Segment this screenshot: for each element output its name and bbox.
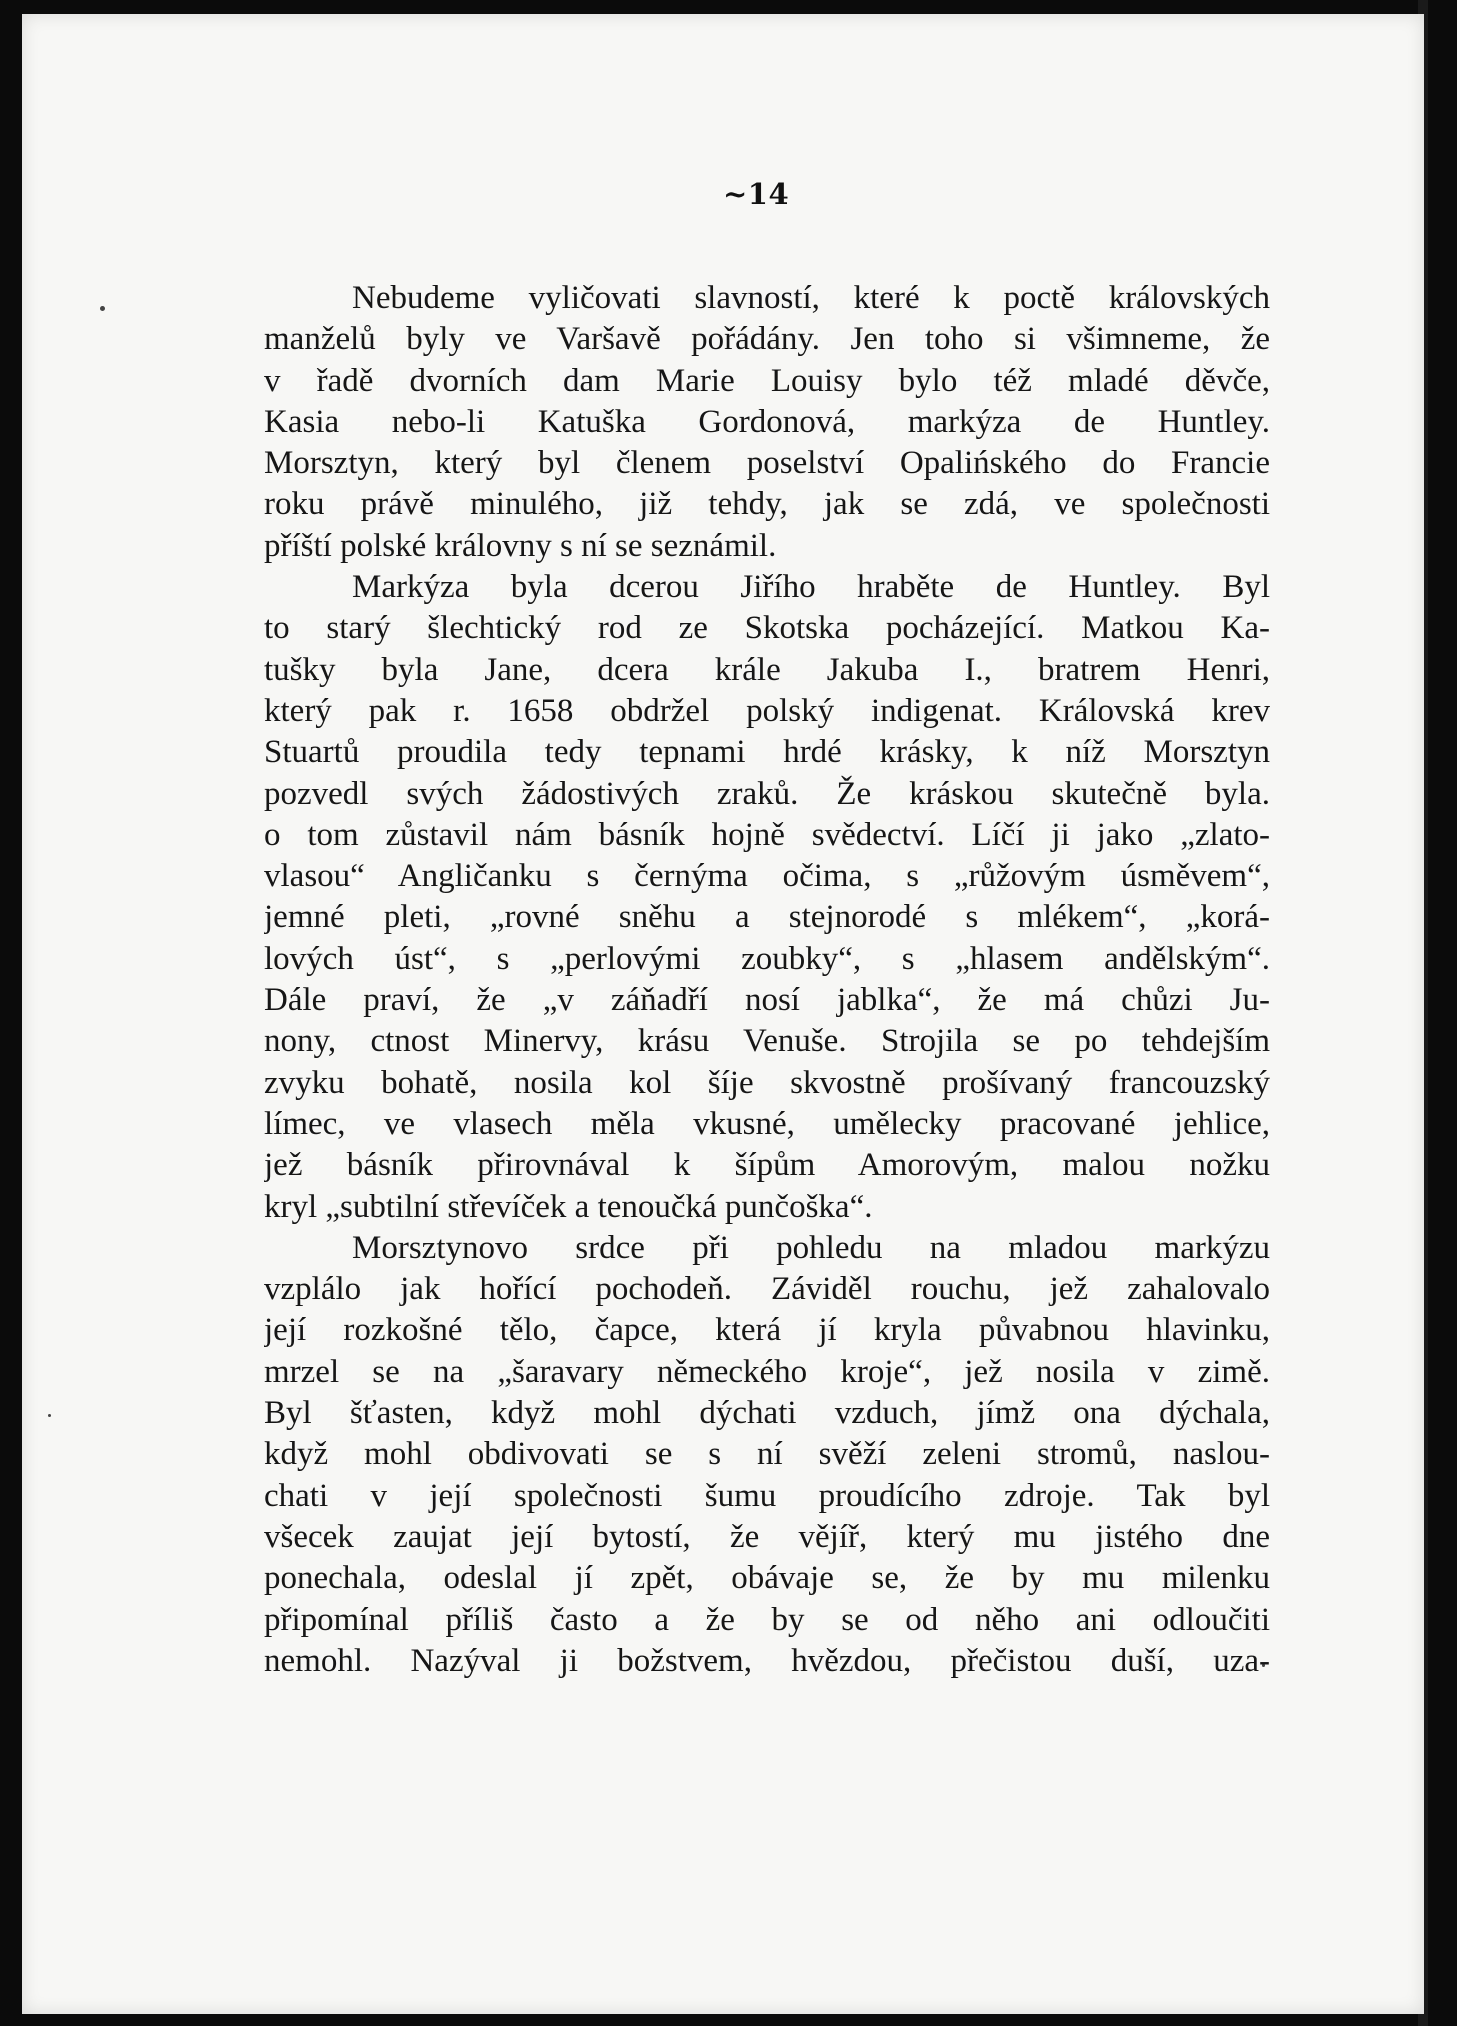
text-line: roku právě minulého, již tehdy, jak se zdá, ve společnosti <box>264 486 1270 523</box>
text-line: manželů byly ve Varšavě pořádány. Jen toho si všimneme, že <box>264 321 1270 358</box>
text-line: příští polské královny s ní se seznámil. <box>264 527 777 564</box>
text-line: nony, ctnost Minervy, krásu Venuše. Strojila se po tehdejším <box>264 1023 1270 1060</box>
paper-speck <box>100 306 105 311</box>
text-line: tušky byla Jane, dcera krále Jakuba I., bratrem Henri, <box>264 651 1270 688</box>
text-line: Morsztynovo srdce při pohledu na mladou markýzu <box>352 1229 1270 1266</box>
page-number: ~14 <box>723 177 790 211</box>
text-line: Byl šťasten, když mohl dýchati vzduch, jímž ona dýchala, <box>264 1395 1270 1432</box>
text-line: nemohl. Nazýval ji božstvem, hvězdou, přečistou duší, uza- <box>264 1642 1270 1679</box>
text-line: lových úst“, s „perlovými zoubky“, s „hlasem andělským“. <box>264 940 1270 977</box>
text-line: její rozkošné tělo, čapce, která jí kryla půvabnou hlavinku, <box>264 1312 1270 1349</box>
text-line: ponechala, odeslal jí zpět, obávaje se, že by mu milenku <box>264 1560 1270 1597</box>
text-line: všecek zaujat její bytostí, že vějíř, který mu jistého dne <box>264 1518 1270 1555</box>
text-line: chati v její společnosti šumu proudícího zdroje. Tak byl <box>264 1477 1270 1514</box>
text-line: který pak r. 1658 obdržel polský indigenat. Královská krev <box>264 692 1270 729</box>
text-line: pozvedl svých žádostivých zraků. Že kráskou skutečně byla. <box>264 775 1270 812</box>
text-line: jemné pleti, „rovné sněhu a stejnorodé s mlékem“, „korá- <box>264 899 1270 936</box>
text-line: Kasia nebo-li Katuška Gordonová, markýza de Huntley. <box>264 403 1270 440</box>
text-line: Markýza byla dcerou Jiřího hraběte de Huntley. Byl <box>352 569 1270 606</box>
text-line: Dále praví, že „v záňadří nosí jablka“, že má chůzi Ju- <box>264 982 1270 1019</box>
text-line: když mohl obdivovati se s ní svěží zeleni stromů, naslou- <box>264 1436 1270 1473</box>
text-line: to starý šlechtický rod ze Skotska pocházející. Matkou Ka- <box>264 610 1270 647</box>
text-line: v řadě dvorních dam Marie Louisy bylo též mladé děvče, <box>264 362 1270 399</box>
text-line: mrzel se na „šaravary německého kroje“, jež nosila v zimě. <box>264 1353 1270 1390</box>
body-text <box>264 278 1270 1682</box>
text-line: Stuartů proudila tedy tepnami hrdé krásky, k níž Morsztyn <box>264 734 1270 771</box>
text-line: Morsztyn, který byl členem poselství Opalińského do Francie <box>264 445 1270 482</box>
text-line: připomínal příliš často a že by se od něho ani odloučiti <box>264 1601 1270 1638</box>
text-line: zvyku bohatě, nosila kol šíje skvostně prošívaný francouzský <box>264 1064 1270 1101</box>
text-line: vlasou“ Angličanku s černýma očima, s „růžovým úsměvem“, <box>264 858 1270 895</box>
text-line: vzplálo jak hořící pochodeň. Záviděl rouchu, jež zahalovalo <box>264 1271 1270 1308</box>
paper-speck <box>48 1414 51 1417</box>
text-line: jež básník přirovnával k šípům Amorovým, malou nožku <box>264 1147 1270 1184</box>
text-line: Nebudeme vyličovati slavností, které k poctě královských <box>352 280 1270 316</box>
text-line: kryl „subtilní střevíček a tenoučká punčoška“. <box>264 1188 873 1225</box>
text-line: límec, ve vlasech měla vkusné, umělecky pracované jehlice, <box>264 1105 1270 1142</box>
text-line: o tom zůstavil nám básník hojně svědectví. Líčí ji jako „zlato- <box>264 816 1270 853</box>
